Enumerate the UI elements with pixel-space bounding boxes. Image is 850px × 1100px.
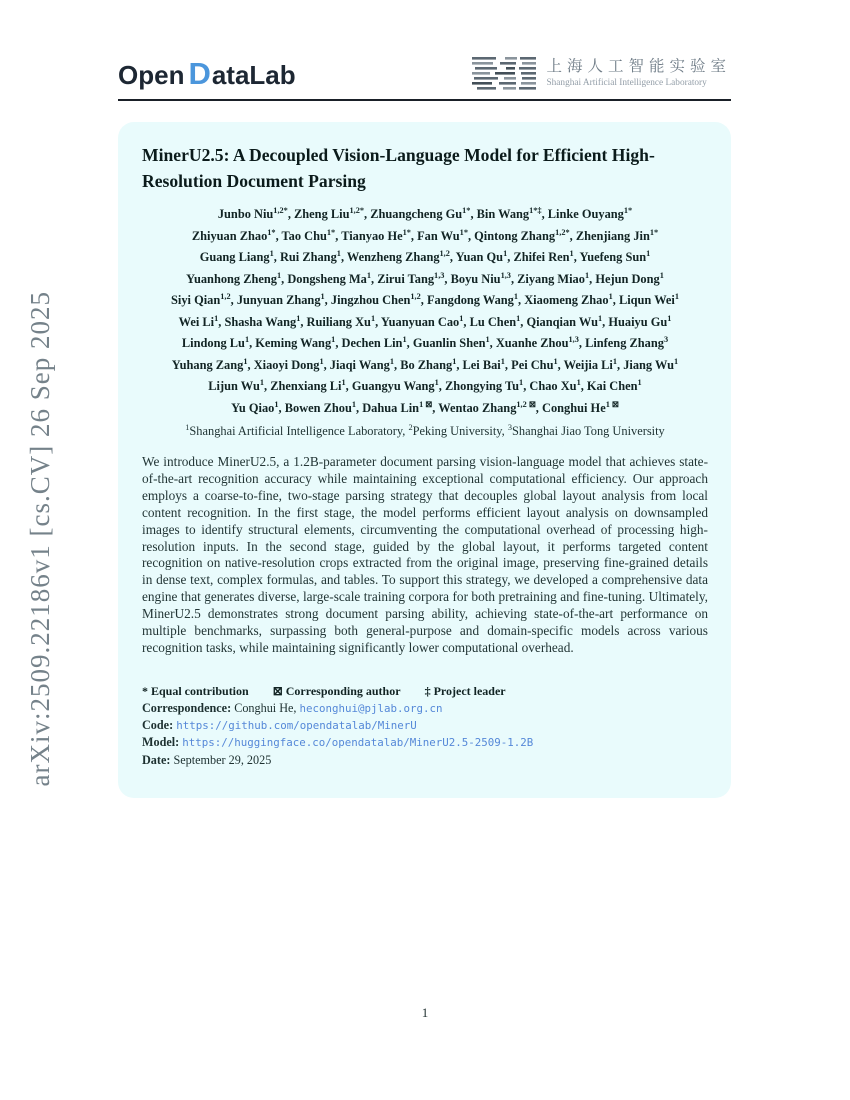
author: Xiaomeng Zhao$^1$ xyxy=(524,291,613,307)
author: Qianqian Wu$^1$ xyxy=(526,313,603,329)
author: Zhuangcheng $Gu^{1*}$ xyxy=(370,205,471,221)
author: Yuanhong Zheng$^1$ xyxy=(186,270,282,286)
author: Tianyao $He^{1*}$ xyxy=(341,227,411,243)
meta-label: Correspondence: xyxy=(142,700,235,715)
author: Dechen Lin$^1$ xyxy=(341,334,407,350)
author: Kai Chen$^1$ xyxy=(586,377,642,393)
author: Yuefeng Sun$^1$ xyxy=(579,248,651,264)
header xyxy=(118,56,731,101)
meta-line xyxy=(142,717,708,734)
author: Keming Wang$^1$ xyxy=(255,334,336,350)
meta-lines xyxy=(142,700,708,768)
author: Lei Bai$^1$ xyxy=(462,356,505,372)
author: Wenzheng Zhang$^{1,2}$ xyxy=(346,248,450,264)
meta-line: Date: September 29, 2025 xyxy=(142,752,272,767)
author: Ruiliang Xu$^1$ xyxy=(306,313,376,329)
author: Zhifei Ren$^1$ xyxy=(513,248,574,264)
author: Lindong Lu$^1$ xyxy=(181,334,250,350)
author: Guang Liang$^1$ xyxy=(199,248,274,264)
author: Qintong Zhang$^{1,2*}$ xyxy=(474,227,570,243)
meta-label: Model: xyxy=(142,735,183,750)
author-line: Yuanhong Zheng$^1$, Dongsheng Ma$^1$, Zirui Tang$^{1,3}$, Boyu Niu$^{1,3}$, Ziyang Miao$^1$, Hejun Dong$^1$ xyxy=(186,270,664,286)
arxiv-watermark-label: arXiv:2509.22186v1 [cs.CV] 26 Sep 2025 xyxy=(24,291,55,787)
shanghai-ai-lab-logo xyxy=(472,56,731,90)
page-title: MinerU2.5: A Decoupled Vision-Language Model for Efficient High-Resolution Document Parsing xyxy=(142,145,655,191)
author-line: Junbo Niu$^{1,2*}$, Zheng Liu$^{1,2*}$, Zhuangcheng $Gu^{1*}$, Bin Wang$^{1*\ddagger}$, Linke Ouyang$^{1*}$ xyxy=(217,205,633,221)
author: Weijia Li$^1$ xyxy=(563,356,617,372)
author: Huaiyu Gu$^1$ xyxy=(608,313,672,329)
abstract: We introduce MinerU2.5, a 1.2B-parameter document parsing vision-language model that achieves state-of-the-art recognition accuracy while maintaining exceptional computational efficiency. Our approach employs a coarse-to-fine, two-stage parsing strategy that decouples global layout analysis from local content recognition. In the first stage, the model performs efficient layout analysis on downsampled images to identify structural elements, circumventing the computational overhead of processing high-resolution inputs. In the second stage, guided by the global layout, it performs targeted content recognition on native-resolution crops extracted from the original image, preserving fine-grained details in dense text, complex formulas, and tables. To support this strategy, we developed a comprehensive data engine that generates diverse, large-scale training corpora for both pretraining and fine-tuning. Ultimately, MinerU2.5 demonstrates strong document parsing ability, achieving state-of-the-art performance on multiple benchmarks, surpassing both general-purpose and domain-specific models across various recognition tasks, while maintaining significantly lower computational overhead. xyxy=(142,454,708,655)
author: Junyuan Zhang$^1$ xyxy=(236,291,325,307)
author: Wei Li$^1$ xyxy=(178,313,219,329)
author: Zhenjiang Jin$^{1*}$ xyxy=(575,227,659,243)
meta-label: Date: xyxy=(142,752,174,767)
shanghai-ai-lab-name-cn: 上海人工智能实验室 xyxy=(546,58,731,76)
author-line: Siyi Qian$^{1,2}$, Junyuan Zhang$^1$, Jingzhou Chen$^{1,2}$, Fangdong Wang$^1$, Xiaomeng Zhao$^1$, Liqun Wei$^1$ xyxy=(171,291,679,307)
author: Xiaoyi Dong$^1$ xyxy=(253,356,324,372)
shanghai-ai-lab-name-en: Shanghai Artificial Intelligence Laboratory xyxy=(546,77,707,88)
author-line: Yu Qiao$^1$, Bowen Zhou$^1$, Dahua Lin$^{1 ⊠}$, Wentao Zhang$^{1,2 ⊠}$, Conghui $He^{1 ⊠}$ xyxy=(231,399,619,415)
author: Junbo Niu$^{1,2*}$ xyxy=(217,205,288,221)
author: Jiaqi Wang$^1$ xyxy=(329,356,394,372)
author: Zhenxiang Li$^1$ xyxy=(270,377,346,393)
affiliations: $^1$Shanghai Artificial Intelligence Laboratory, $^2$Peking University, $^3$Shanghai Jiao Tong University xyxy=(185,422,665,438)
footnote-item: ‡ Project leader xyxy=(424,683,506,698)
author: Yuan Qu$^1$ xyxy=(455,248,508,264)
author: Zheng Liu$^{1,2*}$ xyxy=(294,205,364,221)
author: Yuanyuan Cao$^1$ xyxy=(380,313,464,329)
arxiv-watermark xyxy=(12,283,68,795)
opendatalab-logo-text-open: Open xyxy=(118,59,185,90)
author: Zirui Tang$^{1,3}$ xyxy=(377,270,445,286)
author: Yu Qiao$^1$ xyxy=(231,399,279,415)
author: Liqun Wei$^1$ xyxy=(618,291,679,307)
shanghai-ai-lab-mark-icon xyxy=(472,56,536,90)
author: Zhongying Tu$^1$ xyxy=(444,377,524,393)
author: Chao Xu$^1$ xyxy=(529,377,581,393)
meta-label: Code: xyxy=(142,718,177,733)
author: Dongsheng Ma$^1$ xyxy=(287,270,372,286)
author: Rui Zhang$^1$ xyxy=(279,248,341,264)
author: Yuhang Zang$^1$ xyxy=(171,356,248,372)
author: Guangyu Wang$^1$ xyxy=(351,377,439,393)
author-line: Wei Li$^1$, Shasha Wang$^1$, Ruiliang Xu$^1$, Yuanyuan Cao$^1$, Lu Chen$^1$, Qianqian Wu$^1$, Huaiyu Gu$^1$ xyxy=(178,313,672,329)
author-lines xyxy=(142,204,708,419)
author: Jingzhou Chen$^{1,2}$ xyxy=(330,291,421,307)
author: Linfeng Zhang$^3$ xyxy=(585,334,669,350)
author: Guanlin Shen$^1$ xyxy=(412,334,490,350)
author: Lijun Wu$^1$ xyxy=(208,377,264,393)
author: Conghui $He^{1 ⊠}$ xyxy=(542,399,619,415)
author-line: Lijun Wu$^1$, Zhenxiang Li$^1$, Guangyu Wang$^1$, Zhongying Tu$^1$, Chao Xu$^1$, Kai Chen$^1$ xyxy=(208,377,642,393)
author: Zhiyuan Zhao$^{1*}$ xyxy=(191,227,276,243)
meta-link[interactable]: https://github.com/opendatalab/MinerU xyxy=(176,719,417,733)
author: Wentao Zhang$^{1,2 ⊠}$ xyxy=(438,399,536,415)
author-line: Guang Liang$^1$, Rui Zhang$^1$, Wenzheng Zhang$^{1,2}$, Yuan Qu$^1$, Zhifei Ren$^1$, Yuefeng Sun$^1$ xyxy=(199,248,651,264)
author: Fan $Wu^{1*}$ xyxy=(417,227,468,243)
author: Ziyang Miao$^1$ xyxy=(517,270,590,286)
author-line: Yuhang Zang$^1$, Xiaoyi Dong$^1$, Jiaqi Wang$^1$, Bo Zhang$^1$, Lei Bai$^1$, Pei Chu$^1$, Weijia Li$^1$, Jiang Wu$^1$ xyxy=(171,356,679,372)
shanghai-ai-lab-text xyxy=(546,57,731,88)
author-line: Zhiyuan Zhao$^{1*}$, Tao Chu$^{1*}$, Tianyao $He^{1*}$, Fan $Wu^{1*}$, Qintong Zhang$^{1,2*}$, Zhenjiang Jin$^{1*}$ xyxy=(191,227,659,243)
author: Xuanhe Zhou$^{1,3}$ xyxy=(495,334,579,350)
author: Lu Chen$^1$ xyxy=(469,313,521,329)
author: Bin Wang$^{1*\ddagger}$ xyxy=(476,205,542,221)
author: Pei Chu$^1$ xyxy=(511,356,558,372)
meta-line: Correspondence: Conghui He, heconghui@pjlab.org.cn xyxy=(142,700,443,715)
author: Hejun Dong$^1$ xyxy=(595,270,664,286)
opendatalab-d-icon: D xyxy=(188,56,211,91)
author: Bowen Zhou$^1$ xyxy=(284,399,357,415)
paper-card xyxy=(118,122,731,798)
author: Siyi Qian$^{1,2}$ xyxy=(171,291,231,307)
author-line: Lindong Lu$^1$, Keming Wang$^1$, Dechen Lin$^1$, Guanlin Shen$^1$, Xuanhe Zhou$^{1,3}$, Linfeng Zhang$^3$ xyxy=(181,334,669,350)
meta-link[interactable]: heconghui@pjlab.org.cn xyxy=(299,701,443,715)
page-number: 1 xyxy=(421,1005,429,1020)
author: Dahua Lin$^{1 ⊠}$ xyxy=(362,399,433,415)
meta-line xyxy=(142,734,708,751)
author: Fangdong Wang$^1$ xyxy=(426,291,519,307)
author: Linke Ouyang$^{1*}$ xyxy=(547,205,633,221)
author: Boyu Niu$^{1,3}$ xyxy=(450,270,511,286)
footnote-item: * Equal contribution xyxy=(142,683,249,698)
author: Bo Zhang$^1$ xyxy=(400,356,457,372)
footnote-row xyxy=(142,684,708,699)
opendatalab-logo-text-atalab: ataLab xyxy=(211,59,296,90)
author: Jiang Wu$^1$ xyxy=(623,356,679,372)
author: Shasha Wang$^1$ xyxy=(224,313,301,329)
meta-link[interactable]: https://huggingface.co/opendatalab/MinerU2.5-2509-1.2B xyxy=(182,736,534,750)
footnote-item: ⊠ Corresponding author xyxy=(272,683,401,698)
author: Tao Chu$^{1*}$ xyxy=(281,227,336,243)
opendatalab-logo xyxy=(118,56,296,91)
